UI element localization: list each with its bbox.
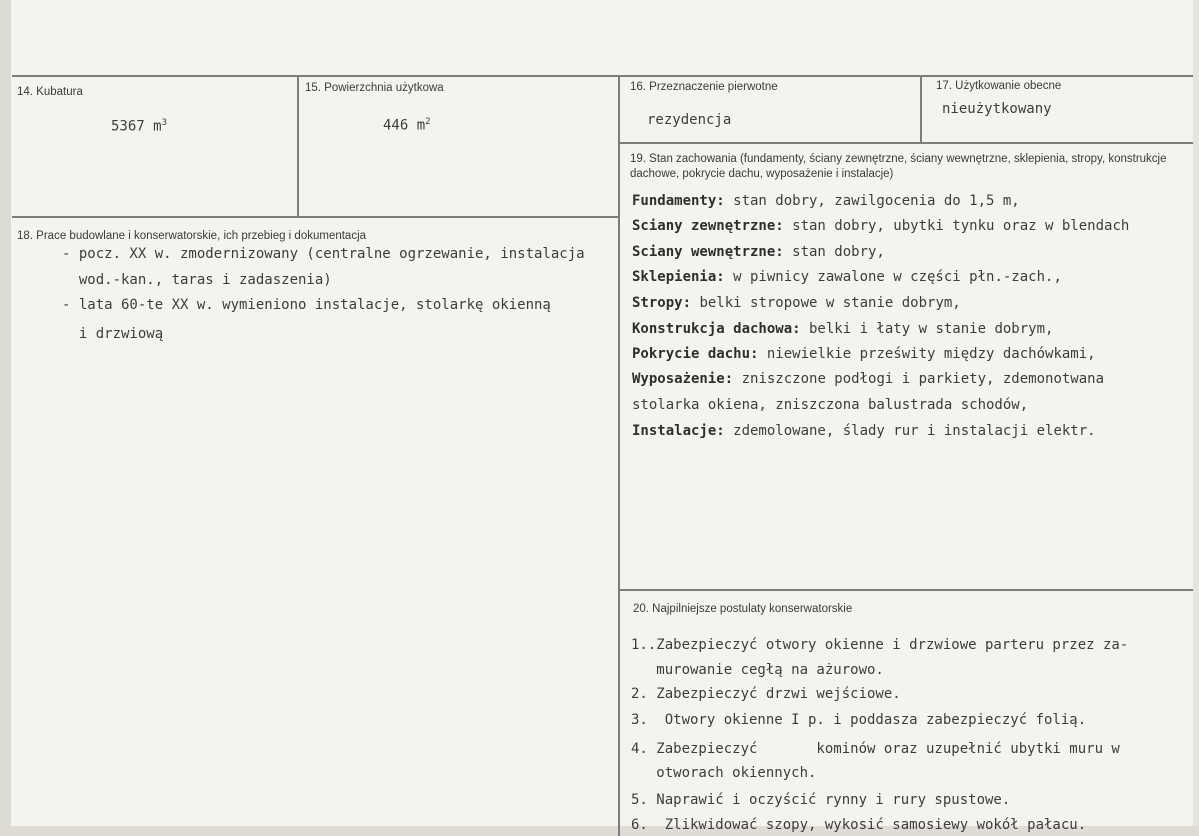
sec20-line: 5. Naprawić i oczyścić rynny i rury spustowe. xyxy=(631,792,1011,808)
sec19-konstrukcja-dachowa: Konstrukcja dachowa: belki i łaty w stanie dobrym, xyxy=(632,321,1054,337)
sec17-label: 17. Użytkowanie obecne xyxy=(936,80,1062,92)
sec18-line: - lata 60-te XX w. wymieniono instalacje, stolarkę okienną xyxy=(62,297,551,313)
sec15-value: 446 $m^2$ xyxy=(383,117,431,134)
sec20-line: 2. Zabezpieczyć drzwi wejściowe. xyxy=(631,686,901,702)
sec15-label: 15. Powierzchnia użytkowa xyxy=(305,82,444,94)
card-right-edge xyxy=(1193,0,1199,836)
sec19-sciany-zewnetrzne: Sciany zewnętrzne: stan dobry, ubytki tynku oraz w blendach xyxy=(632,218,1130,234)
divider-14-15 xyxy=(297,76,299,217)
sec19-wyposazenie: Wyposażenie: zniszczone podłogi i parkiety, zdemonotwana xyxy=(632,371,1105,387)
top-rule xyxy=(12,75,1193,77)
sec17-value: nieużytkowany xyxy=(942,101,1052,117)
sec19-wyposazenie-cont: stolarka okiena, zniszczona balustrada schodów, xyxy=(632,397,1029,413)
sec18-line: i drzwiową xyxy=(62,326,164,342)
divider-main xyxy=(618,76,620,836)
sec20-line: 6. Zlikwidować szopy, wykosić samosiewy wokół pałacu. xyxy=(631,817,1087,833)
sec19-fundamenty: Fundamenty: stan dobry, zawilgocenia do 1,5 m, xyxy=(632,193,1020,209)
sec19-instalacje: Instalacje: zdemolowane, ślady rur i instalacji elektr. xyxy=(632,423,1096,439)
sec20-line: 1..Zabezpieczyć otwory okienne i drzwiowe parteru przez za- xyxy=(631,637,1129,653)
rule-below-row1-left xyxy=(12,216,620,218)
sec18-line: wod.-kan., taras i zadaszenia) xyxy=(62,272,332,288)
sec14-label: 14. Kubatura xyxy=(17,86,83,98)
sec19-sklepienia: Sklepienia: w piwnicy zawalone w części płn.-zach., xyxy=(632,269,1062,285)
sec20-line: otworach okiennych. xyxy=(631,765,817,781)
sec20-label: 20. Najpilniejsze postulaty konserwatorskie xyxy=(633,603,853,615)
sec16-label: 16. Przeznaczenie pierwotne xyxy=(630,81,778,93)
sec18-line: - pocz. XX w. zmodernizowany (centralne ogrzewanie, instalacja xyxy=(62,246,585,262)
sec18-label: 18. Prace budowlane i konserwatorskie, ich przebieg i dokumentacja xyxy=(17,230,367,242)
sec14-value: 5367 $m^3$ xyxy=(111,118,167,135)
rule-above-sec20 xyxy=(620,589,1193,591)
sec19-pokrycie-dachu: Pokrycie dachu: niewielkie prześwity między dachówkami, xyxy=(632,346,1096,362)
rule-below-row1-right xyxy=(620,142,1193,144)
sec20-line: 4. Zabezpieczyć kominów oraz uzupełnić ubytki muru w xyxy=(631,741,1120,757)
sec16-value: rezydencja xyxy=(647,112,732,128)
card-left-edge xyxy=(0,0,11,836)
sec19-sciany-wewnetrzne: Sciany wewnętrzne: stan dobry, xyxy=(632,244,885,260)
sec20-line: murowanie cegłą na ażurowo. xyxy=(631,662,884,678)
sec19-stropy: Stropy: belki stropowe w stanie dobrym, xyxy=(632,295,961,311)
sec20-line: 3. Otwory okienne I p. i poddasza zabezpieczyć folią. xyxy=(631,712,1087,728)
sec19-label: 19. Stan zachowania (fundamenty, ściany zewnętrzne, ściany wewnętrzne, sklepienia, stropy, konstrukcje dachowe, pokrycie dachu, wyposażenie i instalacje) xyxy=(630,153,1167,180)
divider-16-17 xyxy=(920,76,922,143)
